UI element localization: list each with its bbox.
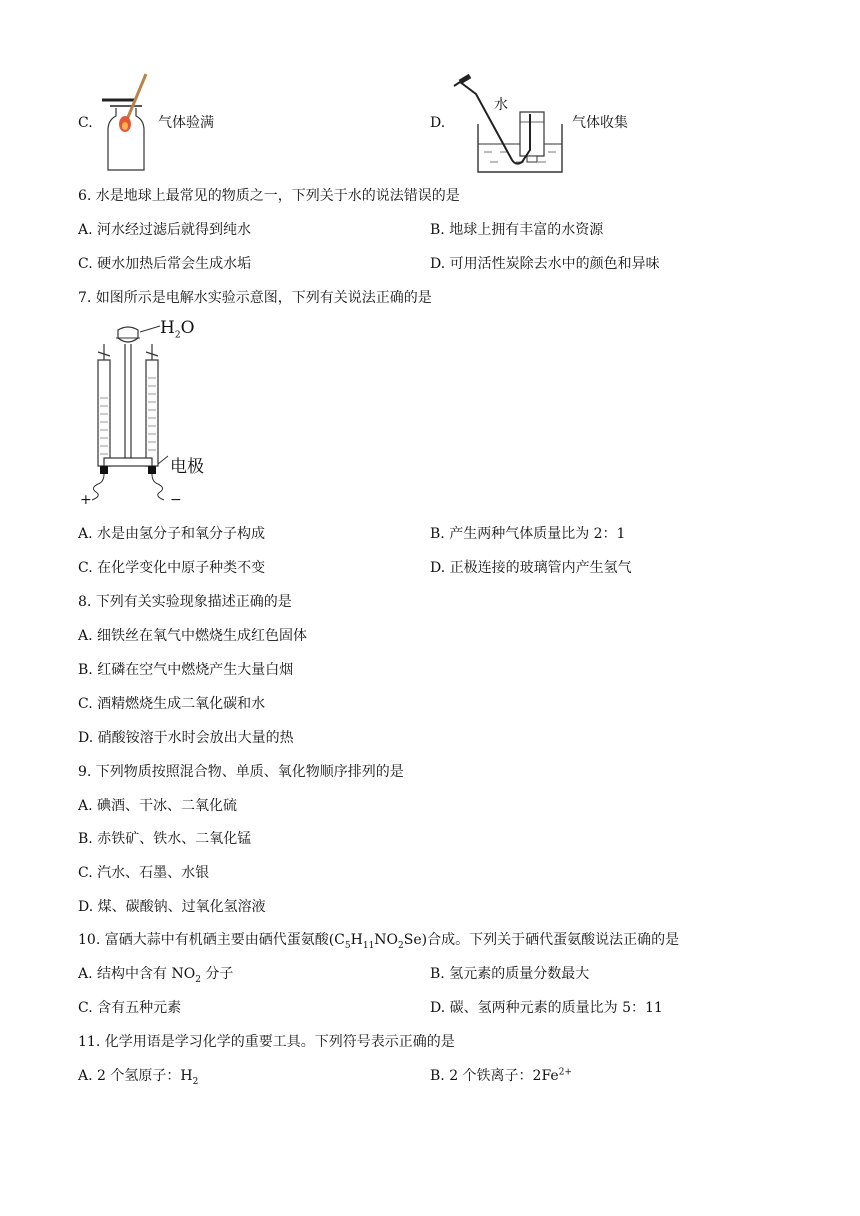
q7-option-a: A. 水是由氢分子和氧分子构成 [78, 526, 266, 542]
q9-stem: 9. 下列物质按照混合物、单质、氧化物顺序排列的是 [78, 764, 404, 780]
q10-option-c: C. 含有五种元素 [78, 1000, 182, 1016]
q9-option-a: A. 碘酒、干冰、二氧化硫 [78, 798, 238, 814]
water-displacement-collection-diagram [450, 74, 568, 178]
q10-option-a: A. 结构中含有 $NO_2$ 分子 [78, 966, 234, 985]
q7-electrode-label: 电极 [170, 457, 204, 477]
q10-option-b: B. 氢元素的质量分数最大 [430, 966, 590, 982]
q7-stem: 7. 如图所示是电解水实验示意图，下列有关说法正确的是 [78, 290, 432, 306]
q5-option-c-caption: 气体验满 [158, 115, 214, 131]
q9-option-c: C. 汽水、石墨、水银 [78, 865, 210, 881]
q6-option-b: B. 地球上拥有丰富的水资源 [430, 222, 604, 238]
q8-option-c: C. 酒精燃烧生成二氧化碳和水 [78, 696, 266, 712]
q6-stem: 6. 水是地球上最常见的物质之一，下列关于水的说法错误的是 [78, 188, 460, 204]
q8-option-a: A. 细铁丝在氧气中燃烧生成红色固体 [78, 628, 308, 644]
q11-option-b: B. 2 个铁离子：$2Fe^{2+}$ [430, 1067, 572, 1084]
q8-option-d: D. 硝酸铵溶于水时会放出大量的热 [78, 730, 294, 746]
water-electrolysis-diagram [78, 316, 218, 512]
q8-option-b: B. 红磷在空气中燃烧产生大量白烟 [78, 662, 294, 678]
q5-option-d-caption: 气体收集 [572, 115, 628, 131]
q8-stem: 8. 下列有关实验现象描述正确的是 [78, 594, 292, 610]
q10-option-d: D. 碳、氢两种元素的质量比为 5：11 [430, 1000, 663, 1016]
q6-option-a: A. 河水经过滤后就得到纯水 [78, 222, 252, 238]
q7-option-b: B. 产生两种气体质量比为 2：1 [430, 526, 626, 542]
q11-option-a: A. 2 个氢原子：$H_2$ [78, 1068, 199, 1087]
q9-option-b: B. 赤铁矿、铁水、二氧化锰 [78, 831, 252, 847]
q7-minus-label: − [170, 492, 182, 508]
q5-option-d-water-label: 水 [494, 97, 508, 113]
q5-option-d-letter: D. [430, 115, 446, 131]
gas-bottle-test-diagram [96, 70, 158, 176]
q7-h2o-label: $H_2O$ [160, 318, 195, 341]
q6-option-d: D. 可用活性炭除去水中的颜色和异味 [430, 256, 660, 272]
q11-stem: 11. 化学用语是学习化学的重要工具。下列符号表示正确的是 [78, 1034, 455, 1050]
q5-option-c-letter: C. [78, 115, 93, 131]
q9-option-d: D. 煤、碳酸钠、过氧化氢溶液 [78, 899, 266, 915]
q6-option-c: C. 硬水加热后常会生成水垢 [78, 256, 252, 272]
q7-plus-label: + [80, 492, 92, 508]
q10-stem: 10. 富硒大蒜中有机硒主要由硒代蛋氨酸$(C_5H_{11}NO_2Se)$合成。下列关于硒代蛋氨酸说法正确的是 [78, 932, 680, 951]
q7-option-c: C. 在化学变化中原子种类不变 [78, 560, 266, 576]
q7-option-d: D. 正极连接的玻璃管内产生氢气 [430, 560, 632, 576]
